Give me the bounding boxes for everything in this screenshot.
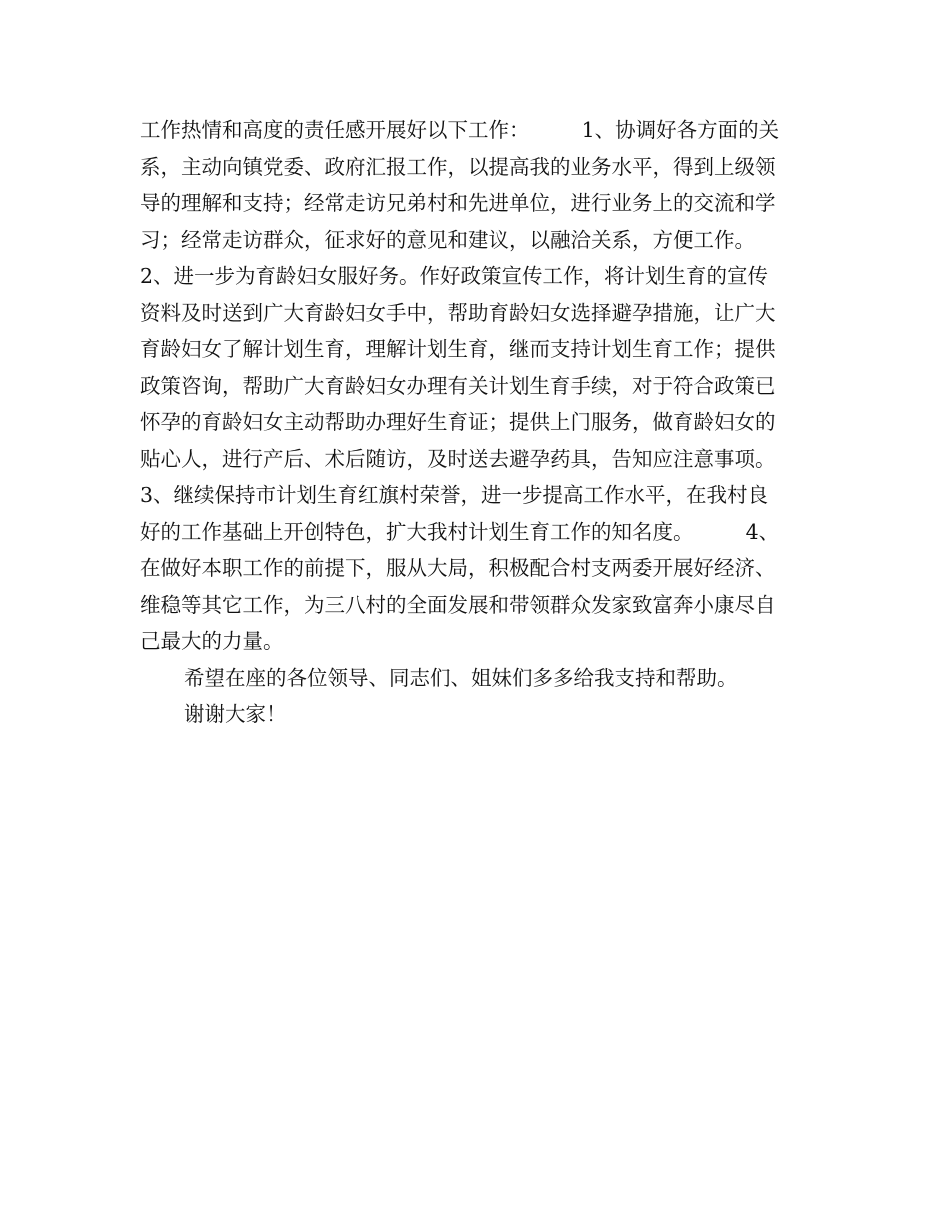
text-line: 政策咨询，帮助广大育龄妇女办理有关计划生育手续，对于符合政策已 bbox=[140, 373, 776, 398]
text-line: 工作热情和高度的责任感开展好以下工作： 1、协调好各方面的关 bbox=[140, 118, 780, 142]
text-line: 在做好本职工作的前提下，服从大局，积极配合村支两委开展好经济、 bbox=[140, 556, 776, 580]
text-line: 育龄妇女了解计划生育，理解计划生育，继而支持计划生育工作；提供 bbox=[140, 337, 776, 361]
closing-thanks: 谢谢大家！ bbox=[184, 702, 287, 726]
text-line: 怀孕的育龄妇女主动帮助办理好生育证；提供上门服务，做育龄妇女的 bbox=[140, 410, 776, 434]
text-line: 导的理解和支持；经常走访兄弟村和先进单位，进行业务上的交流和学 bbox=[140, 191, 776, 215]
text-line: 习；经常走访群众，征求好的意见和建议，以融洽关系，方便工作。 bbox=[140, 227, 755, 252]
text-line: 维稳等其它工作，为三八村的全面发展和带领群众发家致富奔小康尽自 bbox=[140, 592, 776, 617]
text-line: 好的工作基础上开创特色，扩大我村计划生育工作的知名度。 4、 bbox=[140, 519, 780, 544]
text-line: 系，主动向镇党委、政府汇报工作，以提高我的业务水平，得到上级领 bbox=[140, 154, 776, 179]
document-body bbox=[140, 112, 820, 733]
text-line: 资料及时送到广大育龄妇女手中，帮助育龄妇女选择避孕措施，让广大 bbox=[140, 300, 776, 325]
text-line: 贴心人，进行产后、术后随访，及时送去避孕药具，告知应注意事项。 bbox=[140, 446, 776, 471]
text-line: 2、进一步为育龄妇女服好务。作好政策宣传工作，将计划生育的宣传 bbox=[140, 264, 769, 288]
closing-wish: 希望在座的各位领导、同志们、姐妹们多多给我支持和帮助。 bbox=[184, 665, 738, 690]
text-line: 3、继续保持市计划生育红旗村荣誉，进一步提高工作水平，在我村良 bbox=[140, 483, 769, 507]
text-line: 己最大的力量。 bbox=[140, 629, 284, 653]
